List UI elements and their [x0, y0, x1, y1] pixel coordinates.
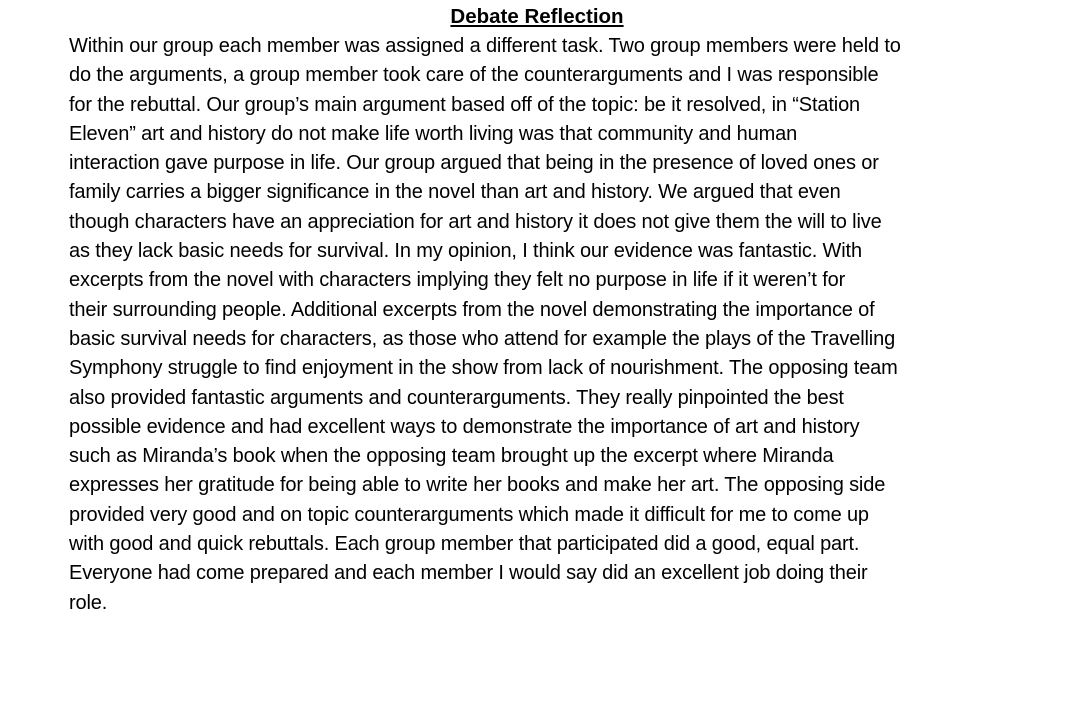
paragraph-line: their surrounding people. Additional excerpts from the novel demonstrating the importance of — [69, 298, 875, 321]
paragraph-line: excerpts from the novel with characters implying they felt no purpose in life if it weren’t for — [69, 269, 846, 292]
paragraph-line: interaction gave purpose in life. Our group argued that being in the presence of loved ones or — [69, 152, 879, 175]
paragraph-line: also provided fantastic arguments and counterarguments. They really pinpointed the best — [69, 386, 844, 409]
paragraph-line: Symphony struggle to find enjoyment in the show from lack of nourishment. The opposing team — [69, 357, 898, 380]
paragraph-line: Everyone had come prepared and each member I would say did an excellent job doing their — [69, 562, 868, 585]
paragraph-line: role. — [69, 591, 108, 614]
paragraph-line: though characters have an appreciation for art and history it does not give them the will to live — [69, 210, 882, 233]
paragraph-line: family carries a bigger significance in the novel than art and history. We argued that even — [69, 181, 841, 204]
paragraph-line: Eleven” art and history do not make life worth living was that community and human — [69, 122, 798, 145]
paragraph-line: do the arguments, a group member took care of the counterarguments and I was responsible — [69, 64, 879, 87]
body-paragraph — [69, 32, 901, 618]
paragraph-line: for the rebuttal. Our group’s main argument based off of the topic: be it resolved, in “Station — [69, 93, 861, 116]
document-title: Debate Reflection — [450, 5, 624, 28]
paragraph-line: such as Miranda’s book when the opposing team brought up the excerpt where Miranda — [69, 445, 834, 468]
paragraph-line: Within our group each member was assigned a different task. Two group members were held to — [69, 35, 901, 57]
paragraph-line: possible evidence and had excellent ways to demonstrate the importance of art and history — [69, 415, 860, 438]
paragraph-line: basic survival needs for characters, as those who attend for example the plays of the Travelling — [69, 327, 896, 350]
paragraph-line: as they lack basic needs for survival. In my opinion, I think our evidence was fantastic. With — [69, 240, 862, 263]
paragraph-line: provided very good and on topic counterarguments which made it difficult for me to come up — [69, 503, 869, 526]
paragraph-line: expresses her gratitude for being able to write her books and make her art. The opposing side — [69, 474, 886, 497]
paragraph-line: with good and quick rebuttals. Each group member that participated did a good, equal part. — [69, 533, 860, 556]
